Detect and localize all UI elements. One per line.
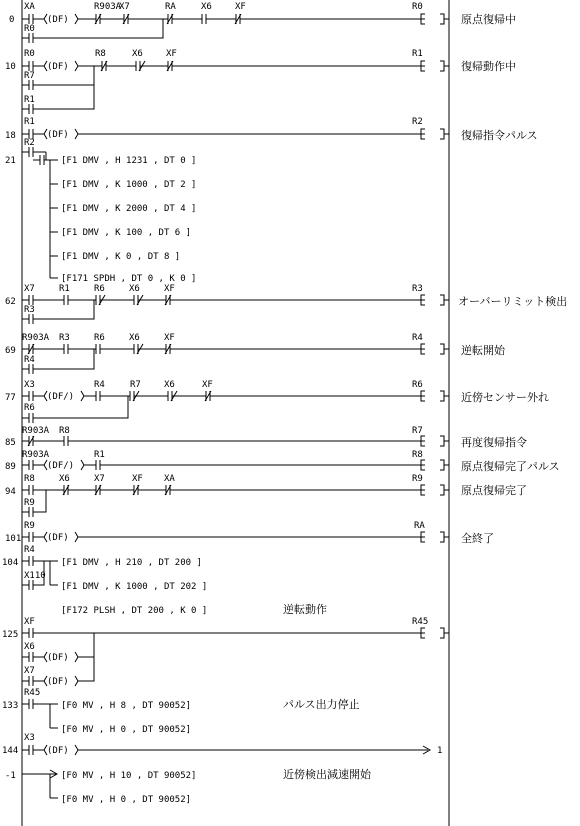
- rung-comment: 再度復帰指令: [461, 436, 527, 449]
- contact-no-symbol: [64, 344, 96, 354]
- step-number: 21: [5, 156, 16, 166]
- contact-label: X7: [24, 284, 35, 294]
- contact-nc-symbol: [205, 391, 420, 401]
- contact-label: X6: [24, 642, 35, 652]
- contact-no-symbol: [22, 532, 38, 542]
- df-bracket: [38, 391, 47, 401]
- rung-comment: 全終了: [461, 532, 494, 545]
- contact-no-symbol: [22, 485, 64, 495]
- function-label: (DF): [47, 746, 69, 756]
- instruction: [F0 MV , H 0 , DT 90052]: [61, 725, 192, 735]
- rung-18[interactable]: [5, 117, 538, 160]
- contact-label: R0: [24, 24, 35, 34]
- contact-no-symbol: [96, 344, 134, 354]
- rung-comment: 逆転開始: [461, 344, 505, 357]
- contact-no-symbol: [22, 391, 38, 401]
- step-number: 101: [5, 534, 22, 544]
- contact-label: R4: [24, 355, 35, 365]
- contact-no-symbol: [64, 295, 96, 305]
- function-label: (DF): [47, 62, 69, 72]
- step-number: 133: [2, 701, 19, 711]
- rung-62[interactable]: [5, 284, 567, 324]
- rung-0[interactable]: [9, 2, 516, 43]
- contact-nc-symbol: [133, 485, 166, 495]
- step-number: 0: [9, 15, 15, 25]
- contact-no-symbol: [22, 295, 64, 305]
- coil-label: R3: [412, 284, 423, 294]
- df-bracket: [38, 532, 47, 542]
- coil-symbol: [420, 532, 449, 542]
- rung-101[interactable]: [5, 521, 494, 545]
- rung-144[interactable]: [2, 733, 442, 756]
- instruction: [F1 DMV , K 0 , DT 8 ]: [61, 252, 181, 262]
- contact-label: R3: [59, 333, 70, 343]
- contact-label: X6: [129, 284, 140, 294]
- contact-label: R6: [94, 333, 105, 343]
- contact-label: R903A: [22, 426, 50, 436]
- branch-contact: [22, 652, 47, 662]
- rung-89[interactable]: [5, 450, 560, 473]
- contact-nc-symbol: [136, 61, 168, 71]
- rung-comment: 原点復帰完了パルス: [461, 460, 560, 473]
- coil-symbol: [420, 460, 449, 470]
- contact-no-symbol: [22, 61, 38, 71]
- contact-no-symbol: [202, 14, 236, 24]
- rung-77[interactable]: [5, 380, 549, 423]
- coil-label: R6: [412, 380, 423, 390]
- contact-label: X6: [132, 49, 143, 59]
- instruction: [F1 DMV , K 2000 , DT 4 ]: [61, 204, 197, 214]
- df-bracket: [38, 129, 47, 139]
- branch-contact: [22, 676, 47, 686]
- function-label: (DF/): [47, 392, 75, 402]
- function-label: (DF): [47, 653, 69, 663]
- contact-nc-symbol: [167, 61, 420, 71]
- function-label: (DF): [47, 15, 69, 25]
- contact-label: X7: [94, 474, 105, 484]
- rung-comment: 原点復帰中: [461, 13, 516, 26]
- contact-label: R6: [24, 403, 35, 413]
- contact-label: XA: [164, 474, 175, 484]
- df-bracket: [38, 14, 47, 24]
- contact-label: X6: [129, 333, 140, 343]
- contact-nc-symbol: [168, 391, 206, 401]
- contact-label: X7: [119, 2, 130, 12]
- instruction: [F0 MV , H 10 , DT 90052]: [61, 771, 197, 781]
- contact-nc-symbol: [95, 14, 124, 24]
- contact-label: RA: [165, 2, 176, 12]
- contact-nc-symbol: [63, 485, 96, 495]
- jump-label: 1: [437, 746, 443, 756]
- contact-label: X110: [24, 571, 46, 581]
- rung-104[interactable]: [2, 545, 327, 616]
- instruction-comment: パルス出力停止: [283, 698, 360, 711]
- df-bracket: [75, 745, 428, 755]
- contact-no-symbol: [22, 556, 58, 566]
- df-bracket: [75, 633, 94, 662]
- contact-label: XF: [235, 2, 246, 12]
- contact-nc-symbol: [123, 14, 163, 24]
- rung-comment: 原点復帰完了: [461, 484, 527, 497]
- contact-label: R0: [24, 49, 35, 59]
- branch-contact: [22, 19, 163, 43]
- contact-label: XF: [164, 284, 175, 294]
- instruction: [F1 DMV , H 1231 , DT 0 ]: [61, 156, 197, 166]
- step-number: 10: [5, 62, 16, 72]
- rung-125[interactable]: [2, 617, 449, 687]
- coil-label: RA: [414, 521, 425, 531]
- contact-label: R1: [59, 284, 70, 294]
- contact-nc-symbol: [235, 14, 420, 24]
- contact-label: X6: [201, 2, 212, 12]
- contact-label: R3: [24, 305, 35, 315]
- coil-symbol: [420, 628, 449, 638]
- step-number: 18: [5, 131, 16, 141]
- contact-no-symbol: [64, 436, 420, 446]
- function-label: (DF): [47, 130, 69, 140]
- coil-symbol: [420, 344, 449, 354]
- contact-nc-symbol: [130, 391, 168, 401]
- coil-symbol: [420, 391, 449, 401]
- instruction-wires: [50, 561, 58, 585]
- instruction: [F1 DMV , H 210 , DT 200 ]: [61, 558, 202, 568]
- coil-label: R45: [412, 617, 429, 627]
- contact-label: XF: [24, 617, 35, 627]
- contact-nc-symbol: [165, 485, 420, 495]
- rung-comment: 復帰動作中: [461, 60, 516, 73]
- branch-contact: [22, 396, 128, 423]
- instruction-comment: 逆転動作: [283, 603, 327, 616]
- instruction: [F0 MV , H 8 , DT 90052]: [61, 701, 192, 711]
- df-bracket: [75, 61, 78, 71]
- contact-label: X6: [59, 474, 70, 484]
- contact-label: R903A: [22, 333, 50, 343]
- contact-nc-symbol: [165, 295, 420, 305]
- df-bracket: [81, 460, 96, 470]
- df-bracket: [38, 61, 47, 71]
- contact-nc-symbol: [134, 344, 166, 354]
- df-bracket: [38, 745, 47, 755]
- contact-nc-symbol: [96, 295, 134, 305]
- rung-comment: 復帰指令パルス: [461, 129, 538, 142]
- df-bracket: [38, 460, 47, 470]
- coil-label: R7: [412, 426, 423, 436]
- df-bracket: [75, 129, 420, 139]
- instruction: [F172 PLSH , DT 200 , K 0 ]: [61, 606, 208, 616]
- step-number: 125: [2, 630, 19, 640]
- coil-symbol: [420, 61, 449, 71]
- contact-label: R45: [24, 688, 41, 698]
- contact-label: XF: [164, 333, 175, 343]
- contact-label: R6: [94, 284, 105, 294]
- instruction: [F1 DMV , K 1000 , DT 2 ]: [61, 180, 197, 190]
- instruction-block-21: [5, 155, 196, 284]
- contact-nc-symbol: [134, 295, 166, 305]
- contact-label: XF: [202, 380, 213, 390]
- contact-label: R1: [94, 450, 105, 460]
- instruction-wires: [33, 155, 58, 278]
- contact-label: R1: [24, 117, 35, 127]
- contact-nc-symbol: [101, 61, 136, 71]
- step-number: 144: [2, 746, 19, 756]
- rung-comment: 近傍センサー外れ: [461, 391, 549, 404]
- contact-label: R8: [24, 474, 35, 484]
- instruction: [F1 DMV , K 100 , DT 6 ]: [61, 228, 192, 238]
- coil-label: R1: [412, 49, 423, 59]
- instruction: [F0 MV , H 0 , DT 90052]: [61, 795, 192, 805]
- rung-133[interactable]: [2, 688, 360, 735]
- rung-69[interactable]: [5, 333, 506, 374]
- coil-symbol: [420, 129, 449, 139]
- contact-no-symbol: [22, 460, 38, 470]
- contact-nc-symbol: [22, 436, 64, 446]
- contact-label: R903A: [94, 2, 122, 12]
- function-label: (DF): [47, 533, 69, 543]
- contact-label: X7: [24, 666, 35, 676]
- contact-label: XF: [132, 474, 143, 484]
- step-number: 104: [2, 558, 19, 568]
- contact-no-symbol: [22, 14, 38, 24]
- contact-label: R2: [24, 138, 35, 148]
- instruction: [F171 SPDH , DT 0 , K 0 ]: [61, 274, 197, 284]
- instruction-wires: [50, 704, 58, 728]
- rung-comment: オーバーリミット検出: [458, 295, 568, 308]
- contact-label: R903A: [22, 450, 50, 460]
- function-label: (DF): [47, 677, 69, 687]
- contact-label: R8: [95, 49, 106, 59]
- instruction: [F1 DMV , K 1000 , DT 202 ]: [61, 582, 208, 592]
- branch-contact: [22, 147, 46, 160]
- function-label: (DF/): [47, 461, 75, 471]
- contact-label: XF: [166, 49, 177, 59]
- contact-nc-symbol: [22, 344, 64, 354]
- df-bracket: [81, 391, 96, 401]
- contact-label: R7: [24, 71, 35, 81]
- step-number: 94: [5, 487, 16, 497]
- contact-label: R4: [24, 545, 35, 555]
- contact-label: R9: [24, 498, 35, 508]
- contact-no-symbol: [22, 628, 420, 638]
- rung-10[interactable]: [5, 49, 516, 114]
- contact-label: R4: [94, 380, 105, 390]
- df-bracket: [75, 14, 78, 24]
- step-number: 85: [5, 438, 16, 448]
- contact-nc-symbol: [95, 485, 134, 495]
- contact-no-symbol: [22, 699, 58, 709]
- step-number: 77: [5, 393, 16, 403]
- contact-no-symbol: [96, 460, 420, 470]
- coil-label: R8: [412, 450, 423, 460]
- coil-label: R9: [412, 474, 423, 484]
- contact-label: XA: [24, 2, 35, 12]
- contact-label: R8: [59, 426, 70, 436]
- contact-nc-symbol: [163, 14, 202, 24]
- df-bracket: [75, 657, 94, 686]
- step-number: 69: [5, 346, 16, 356]
- coil-symbol: [420, 436, 449, 446]
- coil-symbol: [420, 14, 449, 24]
- coil-label: R0: [412, 2, 423, 12]
- step-number: -1: [5, 771, 16, 781]
- contact-no-symbol: [22, 745, 38, 755]
- contact-label: R1: [24, 95, 35, 105]
- df-bracket: [75, 532, 420, 542]
- contact-label: R9: [24, 521, 35, 531]
- coil-label: R4: [412, 333, 423, 343]
- coil-label: R2: [412, 117, 423, 127]
- step-number: 62: [5, 297, 16, 307]
- contact-label: R7: [130, 380, 141, 390]
- step-number: 89: [5, 462, 16, 472]
- instruction-comment: 近傍検出減速開始: [283, 768, 371, 781]
- coil-symbol: [420, 485, 449, 495]
- contact-label: X6: [164, 380, 175, 390]
- coil-symbol: [420, 295, 449, 305]
- contact-label: X3: [24, 380, 35, 390]
- contact-no-symbol: [96, 391, 130, 401]
- contact-label: X3: [24, 733, 35, 743]
- rung-label-1[interactable]: [5, 767, 372, 805]
- contact-nc-symbol: [165, 344, 420, 354]
